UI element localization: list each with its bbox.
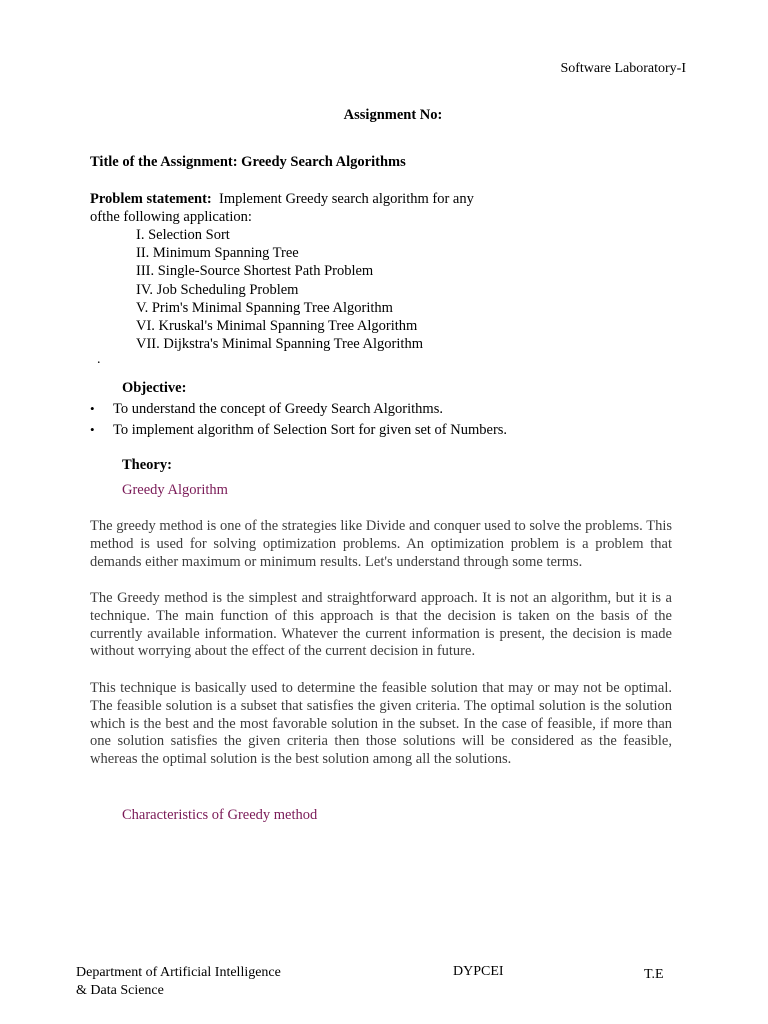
objective-text: To implement algorithm of Selection Sort for given set of Numbers. [113,422,508,438]
stray-mark: . [97,352,101,367]
paragraph: The greedy method is one of the strategies like Divide and conquer used to solve the problems. This method is used for solving optimization problems. An optimization problem is a problem that demands either maximum or minimum results. Let's understand through some terms. [90,518,672,570]
list-item: II. Minimum Spanning Tree [136,245,299,262]
list-item: III. Single-Source Shortest Path Problem [136,263,374,280]
list-item: IV. Job Scheduling Problem [136,281,299,298]
paragraph: The Greedy method is the simplest and straightforward approach. It is not an algorithm, but it is a technique. The main function of this approach is that the decision is taken on the basis of the currently available information. Whatever the current information is present, the decision is made without worrying about the effect of the current decision in future. [90,590,672,660]
objective-heading: Objective: [122,380,187,396]
list-item: I. Selection Sort [136,227,230,243]
paragraph: This technique is basically used to determine the feasible solution that may or may not be optimal. The feasible solution is a subset that satisfies the given criteria. The optimal solution is the solution which is the best and the most favorable solution in the subset. In the case of feasible, if more than one solution satisfies the given criteria then those solutions will be considered as the feasible, whereas the optimal solution is the best solution among all the solutions. [90,680,672,768]
problem-text: Implement Greedy search algorithm for any ofthe following application: [90,191,474,225]
greedy-algorithm-subheading: Greedy Algorithm [122,482,228,498]
bullet-icon: • [90,422,95,437]
list-item: VII. Dijkstra's Minimal Spanning Tree Algorithm [136,336,423,353]
problem-label: Problem statement: [90,191,212,207]
list-item: V. Prim's Minimal Spanning Tree Algorithm [136,299,393,316]
assignment-number: Assignment No: [343,107,443,123]
bullet-icon: • [90,401,95,416]
footer-college: DYPCEI [453,964,504,979]
list-item [90,400,507,421]
list-item [90,421,507,442]
footer-class: T.E [644,967,664,982]
theory-heading: Theory: [122,457,172,473]
footer-dept-line: Department of Artificial Intelligence [76,965,281,980]
objective-list [90,400,507,442]
header-course: Software Laboratory-I [560,61,686,76]
assignment-title: Title of the Assignment: Greedy Search Algorithms [90,154,406,170]
application-list [136,226,423,353]
list-item: VI. Kruskal's Minimal Spanning Tree Algorithm [136,318,418,335]
objective-text: To understand the concept of Greedy Search Algorithms. [113,401,443,417]
problem-statement [90,190,490,226]
footer-dept-line: & Data Science [76,982,164,998]
characteristics-subheading: Characteristics of Greedy method [122,807,318,823]
footer-department [76,964,281,999]
